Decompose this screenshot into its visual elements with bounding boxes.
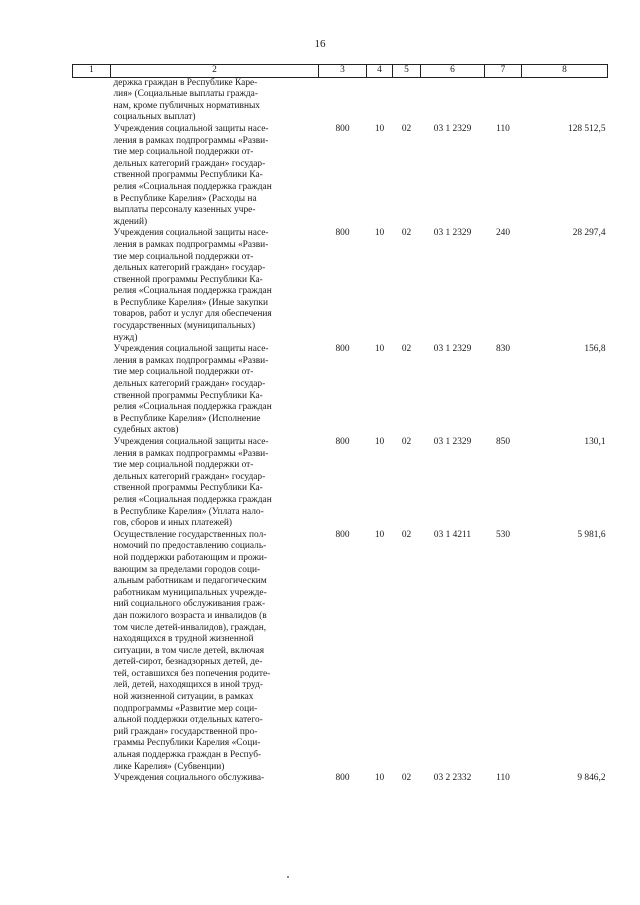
amount: 28 297,4 [572,228,606,239]
description-line: работникам муниципальных учрежде- [113,587,267,598]
description-line: релия «Социальная поддержка граждан [113,402,272,413]
description-line: альная поддержка граждан в Респуб- [113,750,262,761]
table-row [73,77,608,124]
table-row [73,228,608,344]
description-line: нужд) [113,332,138,343]
amount: 156,8 [584,344,606,355]
description-line: дельных категорий граждан» государ- [113,471,266,482]
description-line: в Республике Карелия» (Иные закупки [113,297,269,308]
expense-type-code [485,77,522,124]
table-row [73,773,608,785]
column-number-row [73,65,608,78]
description-line: тие мер социальной поддержки от- [113,147,254,158]
subsection-code: 02 [401,344,412,355]
description-line: том числе детей-инвалидов), граждан, [113,622,267,633]
ministry-code: 800 [335,228,350,239]
section-code: 10 [374,773,385,784]
budget-table [72,64,608,785]
row-index-cell [73,773,111,785]
table-row [73,344,608,437]
target-article-code [421,77,485,124]
page-number: 16 [314,38,326,50]
description-line: судебных актов) [113,425,179,436]
section-code [367,77,393,124]
description-line: ления в рамках подпрограммы «Разви- [113,355,269,366]
row-description [111,773,319,785]
description-line: тие мер социальной поддержки от- [113,251,254,262]
table-body [73,77,608,785]
target-article-code: 03 2 2332 [433,773,472,784]
subsection-code: 02 [401,123,412,134]
amount: 130,1 [584,437,606,447]
target-article-code: 03 1 2329 [433,123,472,134]
target-article-code: 03 1 4211 [433,529,472,540]
table-row [73,124,608,228]
column-header-4: 4 [367,65,393,78]
subsection-code [393,77,421,124]
section-code: 10 [374,228,385,239]
ministry-code: 800 [335,123,350,134]
ministry-code: 800 [335,344,350,355]
description-line: в Республике Карелия» (Уплата нало- [113,506,264,517]
table-header [73,65,608,78]
description-line: товаров, работ и услуг для обеспечения [113,309,272,320]
row-index-cell [73,124,111,228]
subsection-code: 02 [401,529,412,540]
description-line: ственной программы Республики Ка- [113,483,263,494]
description-line: детей-сирот, безнадзорных детей, де- [113,657,263,668]
description-line: ления в рамках подпрограммы «Разви- [113,448,269,459]
description-line: Учреждения социальной защиты насе- [113,344,269,355]
description-line: альным работникам и педагогическим [113,576,267,587]
target-article-code: 03 1 2329 [433,437,472,447]
column-header-7: 7 [485,65,522,78]
amount: 128 512,5 [568,123,606,134]
column-header-5: 5 [393,65,421,78]
budget-table-container [72,64,607,785]
row-description [111,228,319,344]
description-line: ной жизненной ситуации, в рамках [113,692,254,703]
description-line: Учреждения социальной защиты насе- [113,437,269,447]
description-line: лике Карелия» (Субвенции) [113,761,225,772]
expense-type-code: 530 [495,529,511,540]
column-header-1: 1 [73,65,111,78]
description-line: дельных категорий граждан» государ- [113,379,266,390]
description-line: тей, оставшихся без попечения родите- [113,668,271,679]
target-article-code: 03 1 2329 [433,228,472,239]
ministry-code [319,77,367,124]
row-description [111,437,319,530]
section-code: 10 [374,123,385,134]
description-line: Учреждения социальной защиты насе- [113,228,269,239]
description-line: ждений) [113,216,148,227]
description-line: ний социального обслуживания граж- [113,599,266,610]
row-index-cell [73,228,111,344]
amount: 9 846,2 [577,773,606,784]
description-line: ственной программы Республики Ка- [113,274,263,285]
row-description [111,344,319,437]
amount [522,77,608,124]
description-line: гов, сборов и иных платежей) [113,518,233,529]
description-line: лия» (Социальные выплаты гражда- [113,89,258,100]
expense-type-code: 850 [495,437,511,447]
description-line: социальных выплат) [113,112,196,123]
column-header-6: 6 [421,65,485,78]
description-line: номочий по предоставлению социаль- [113,541,267,552]
description-line: граммы Республики Карелия «Соци- [113,738,261,749]
row-description [111,124,319,228]
expense-type-code: 240 [495,228,511,239]
description-line: вающим за пределами городов соци- [113,564,261,575]
description-line: находящихся в трудной жизненной [113,634,254,645]
description-line: Учреждения социальной защиты насе- [113,123,269,134]
section-code: 10 [374,437,385,447]
description-line: ления в рамках подпрограммы «Разви- [113,135,269,146]
table-row [73,530,608,773]
row-index-cell [73,77,111,124]
description-line: релия «Социальная поддержка граждан [113,286,272,297]
expense-type-code: 110 [496,123,510,134]
row-description [111,77,319,124]
expense-type-code: 110 [496,773,510,784]
ministry-code: 800 [335,773,350,784]
column-header-2: 2 [111,65,319,78]
description-line: ственной программы Республики Ка- [113,390,263,401]
description-line: рий граждан» государственной про- [113,726,258,737]
row-index-cell [73,437,111,530]
description-line: релия «Социальная поддержка граждан [113,494,272,505]
description-line: тие мер социальной поддержки от- [113,460,254,471]
row-index-cell [73,530,111,773]
row-description [111,530,319,773]
description-line: альной поддержки отдельных катего- [113,715,263,726]
description-line: лей, детей, находящихся в иной труд- [113,680,264,691]
description-line: держка граждан в Республике Каре- [113,77,258,88]
description-line: в Республике Карелия» (Расходы на [113,193,257,204]
expense-type-code: 830 [495,344,511,355]
section-code: 10 [374,344,385,355]
description-line: выплаты персоналу казенных учре- [113,205,256,216]
description-line: Учреждения социального обслужива- [113,773,265,784]
description-line: ной поддержки работающим и прожи- [113,552,267,563]
row-index-cell [73,344,111,437]
subsection-code: 02 [401,773,412,784]
description-line: Осуществление государственных пол- [113,529,267,540]
description-line: тие мер социальной поддержки от- [113,367,254,378]
description-line: в Республике Карелия» (Исполнение [113,413,261,424]
section-code: 10 [374,529,385,540]
subsection-code: 02 [401,437,412,447]
column-header-3: 3 [319,65,367,78]
description-line: нам, кроме публичных нормативных [113,100,260,111]
description-line: ления в рамках подпрограммы «Разви- [113,239,269,250]
table-row [73,437,608,530]
description-line: дельных категорий граждан» государ- [113,263,266,274]
column-header-8: 8 [522,65,608,78]
description-line: государственных (муниципальных) [113,321,256,332]
description-line: подпрограммы «Развитие мер соци- [113,703,258,714]
target-article-code: 03 1 2329 [433,344,472,355]
description-line: дельных категорий граждан» государ- [113,158,266,169]
subsection-code: 02 [401,228,412,239]
description-line: дан пожилого возраста и инвалидов (в [113,610,267,621]
ministry-code: 800 [335,437,350,447]
description-line: ственной программы Республики Ка- [113,170,263,181]
description-line: релия «Социальная поддержка граждан [113,181,272,192]
description-line: ситуации, в том числе детей, включая [113,645,265,656]
amount: 5 981,6 [577,529,606,540]
ministry-code: 800 [335,529,350,540]
scan-mark [287,876,289,878]
